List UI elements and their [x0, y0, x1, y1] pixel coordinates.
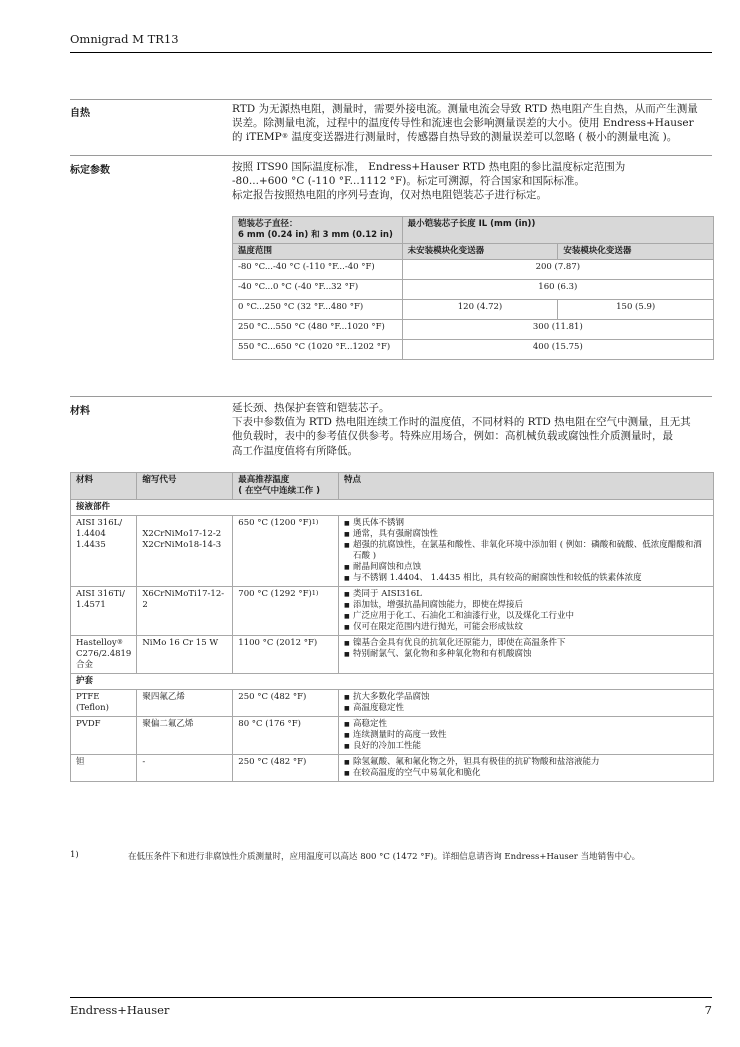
- list-item: ■ 添加钛，增强抗晶间腐蚀能力，即使在焊接后: [344, 600, 708, 611]
- header-code: 缩写代号: [137, 473, 233, 500]
- value-cell: 120 (4.72): [402, 300, 558, 320]
- header-material: 材料: [71, 473, 137, 500]
- range-cell: 550 °C...650 °C (1020 °F...1202 °F): [233, 340, 403, 360]
- list-item: ■ 广泛应用于化工、石油化工和油漆行业，以及煤化工行业中: [344, 611, 708, 622]
- code-cell: -: [137, 755, 233, 782]
- materials-text: [232, 401, 714, 458]
- temp-cell: 80 °C (176 °F): [233, 717, 339, 755]
- section-divider: [70, 155, 712, 156]
- features-cell: [339, 636, 714, 674]
- features-cell: [339, 587, 714, 636]
- footer-brand: Endress+Hauser: [70, 1003, 170, 1017]
- table-header-row: [71, 473, 714, 500]
- text-span: 温度变送器进行测量时，传感器自热导致的测量误差可以忽略 ( 极小的测量电流 )。: [288, 131, 678, 144]
- list-item: ■ 抗大多数化学品腐蚀: [344, 692, 708, 703]
- text-line: 他负载时，表中的参考值仅供参考。特殊应用场合，例如：高机械负载或腐蚀性介质测量时，最: [232, 430, 673, 443]
- text-span: 的 iTEMP: [232, 131, 282, 144]
- cell-line: C276/2.4819: [76, 649, 132, 659]
- features-cell: [339, 717, 714, 755]
- cell-line: 1.4571: [76, 600, 106, 610]
- features-cell: [339, 516, 714, 587]
- section-divider: [70, 99, 712, 100]
- value-cell: 150 (5.9): [558, 300, 714, 320]
- temp-cell: 250 °C (482 °F): [233, 755, 339, 782]
- list-item: ■ 类同于 AISI316L: [344, 589, 708, 600]
- section-title-calibration: 标定参数: [70, 165, 110, 176]
- list-item: ■ 连续测量时的高度一致性: [344, 730, 708, 741]
- list-item: ■ 奥氏体不锈钢: [344, 518, 708, 529]
- header-max-temp: [233, 473, 339, 500]
- temp-cell: 1100 °C (2012 °F): [233, 636, 339, 674]
- temp-cell: [233, 516, 339, 587]
- temp-cell: 250 °C (482 °F): [233, 690, 339, 717]
- range-cell: 0 °C...250 °C (32 °F...480 °F): [233, 300, 403, 320]
- header-text: 铠装芯子直径：: [238, 219, 298, 229]
- subheader-no-transmitter: 未安装模块化变送器: [402, 244, 558, 260]
- code-cell: X6CrNiMoTi17-12-2: [137, 587, 233, 636]
- list-item: ■ 特别耐氯气、氯化物和多种氧化物和有机酸腐蚀: [344, 649, 708, 660]
- range-cell: -40 °C...0 °C (-40 °F...32 °F): [233, 280, 403, 300]
- list-item: ■ 与不锈钢 1.4404、 1.4435 相比，具有较高的耐腐蚀性和较低的铁素体浓度: [344, 573, 708, 584]
- material-cell: PVDF: [71, 717, 137, 755]
- header-features: 特点: [339, 473, 714, 500]
- temp-value: 650 °C (1200 °F): [238, 518, 312, 528]
- table-row: [233, 300, 714, 320]
- text-line: 标定报告按照热电阻的序列号查询，仅对热电阻铠装芯子进行标定。: [232, 189, 547, 202]
- code-cell: 聚四氟乙烯: [137, 690, 233, 717]
- list-item: ■ 镍基合金具有优良的抗氧化还原能力，即使在高温条件下: [344, 638, 708, 649]
- table-row: [233, 260, 714, 280]
- list-item: ■ 高稳定性: [344, 719, 708, 730]
- text-line: 按照 ITS90 国际温度标准， Endress+Hauser RTD 热电阻的参比温度标定范围为: [232, 161, 626, 173]
- material-cell: 钽: [71, 755, 137, 782]
- group-label: 护套: [71, 674, 714, 690]
- cell-line: 1.4435: [76, 540, 106, 550]
- group-row-sheath: [71, 674, 714, 690]
- header-rule: [70, 52, 712, 53]
- text-line: -80...+600 °C (-110 °F...1112 °F)。标定可溯源，符合国家和国际标准。: [232, 175, 585, 188]
- cell-line: 1.4404: [76, 529, 106, 539]
- header-cell-diameter: [233, 217, 403, 244]
- list-item: ■ 超强的抗腐蚀性，在氯基和酸性、非氧化环境中添加钼 ( 例如：磷酸和硫酸、低浓度醋酸和酒石酸 ): [344, 540, 708, 562]
- header-cell-min-length: 最小铠装芯子长度 IL (mm (in)): [402, 217, 713, 244]
- text-line: 误差。除测量电流，过程中的温度传导性和流速也会影响测量误差的大小。使用 Endress+Hauser: [232, 117, 694, 130]
- header-text: ( 在空气中连续工作 ): [238, 486, 320, 496]
- table-row: [71, 755, 714, 782]
- code-cell: 聚偏二氟乙烯: [137, 717, 233, 755]
- list-item: ■ 除氢氟酸、氟和氟化物之外，钽具有极佳的抗矿物酸和盐溶液能力: [344, 757, 708, 768]
- text-line: RTD 为无源热电阻，测量时，需要外接电流。测量电流会导致 RTD 热电阻产生自热，从而产生测量: [232, 103, 698, 115]
- table-row: [71, 587, 714, 636]
- temp-cell: [233, 587, 339, 636]
- table-row: [233, 320, 714, 340]
- document-header-title: Omnigrad M TR13: [70, 32, 179, 46]
- value-cell: 400 (15.75): [402, 340, 713, 360]
- header-text: 6 mm (0.24 in) 和 3 mm (0.12 in): [238, 230, 393, 240]
- text-line: [232, 130, 714, 144]
- range-cell: 250 °C...550 °C (480 °F...1020 °F): [233, 320, 403, 340]
- table-row: [71, 717, 714, 755]
- section-title-self-heating: 自热: [70, 108, 90, 119]
- footnote-ref: 1): [311, 518, 319, 526]
- table-subheader-row: [233, 244, 714, 260]
- text-line: 延长颈、热保护套管和铠装芯子。: [232, 402, 390, 414]
- footnote-ref: 1): [311, 589, 319, 597]
- code-cell: [137, 516, 233, 587]
- table-row: [71, 636, 714, 674]
- page-number: 7: [704, 1003, 712, 1017]
- cell-line: AISI 316L/: [76, 518, 123, 528]
- material-cell: PTFE (Teflon): [71, 690, 137, 717]
- text-line: 下表中参数值为 RTD 热电阻连续工作时的温度值，不同材料的 RTD 热电阻在空气中测量，且无其: [232, 416, 691, 429]
- footer-rule: [70, 997, 712, 998]
- section-divider: [70, 396, 712, 397]
- list-item: ■ 良好的冷加工性能: [344, 741, 708, 752]
- features-cell: [339, 690, 714, 717]
- table-row: [71, 690, 714, 717]
- list-item: ■ 仅可在限定范围内进行抛光，可能会形成钛纹: [344, 622, 708, 633]
- section-title-materials: 材料: [70, 406, 90, 417]
- value-cell: 300 (11.81): [402, 320, 713, 340]
- registered-mark: ®: [116, 638, 124, 646]
- self-heating-text: [232, 102, 714, 145]
- subheader-range: 温度范围: [233, 244, 403, 260]
- header-text: 最高推荐温度: [238, 475, 290, 485]
- list-item: ■ 耐晶间腐蚀和点蚀: [344, 562, 708, 573]
- text-line: 高工作温度值将有所降低。: [232, 444, 358, 457]
- calibration-table: [232, 216, 714, 360]
- cell-line: X2CrNiMo17-12-2: [142, 529, 222, 539]
- registered-mark: ®: [281, 132, 289, 141]
- group-row-wetted: [71, 500, 714, 516]
- list-item: ■ 在较高温度的空气中易氧化和脆化: [344, 768, 708, 779]
- text-span: Hastelloy: [76, 638, 117, 648]
- footnote-text: 在低压条件下和进行非腐蚀性介质测量时，应用温度可以高达 800 °C (1472 °F)。详细信息请咨询 Endress+Hauser 当地销售中心。: [128, 852, 641, 862]
- list-item: ■ 高温度稳定性: [344, 703, 708, 714]
- table-row: [71, 516, 714, 587]
- code-cell: NiMo 16 Cr 15 W: [137, 636, 233, 674]
- group-label: 接液部件: [71, 500, 714, 516]
- cell-line: 合金: [76, 660, 94, 670]
- footnote-number: 1): [70, 850, 79, 860]
- temp-value: 700 °C (1292 °F): [238, 589, 312, 599]
- cell-line: X2CrNiMo18-14-3: [142, 540, 222, 550]
- material-cell: [71, 516, 137, 587]
- table-header-row: [233, 217, 714, 244]
- table-row: [233, 340, 714, 360]
- material-cell: [71, 636, 137, 674]
- cell-line: [76, 638, 131, 649]
- materials-table: [70, 472, 714, 782]
- value-cell: 200 (7.87): [402, 260, 713, 280]
- material-cell: [71, 587, 137, 636]
- list-item: ■ 通常，具有强耐腐蚀性: [344, 529, 708, 540]
- cell-line: AISI 316Ti/: [76, 589, 125, 599]
- calibration-text: [232, 160, 714, 203]
- table-row: [233, 280, 714, 300]
- range-cell: -80 °C...-40 °C (-110 °F...-40 °F): [233, 260, 403, 280]
- subheader-transmitter: 安装模块化变送器: [558, 244, 714, 260]
- value-cell: 160 (6.3): [402, 280, 713, 300]
- features-cell: [339, 755, 714, 782]
